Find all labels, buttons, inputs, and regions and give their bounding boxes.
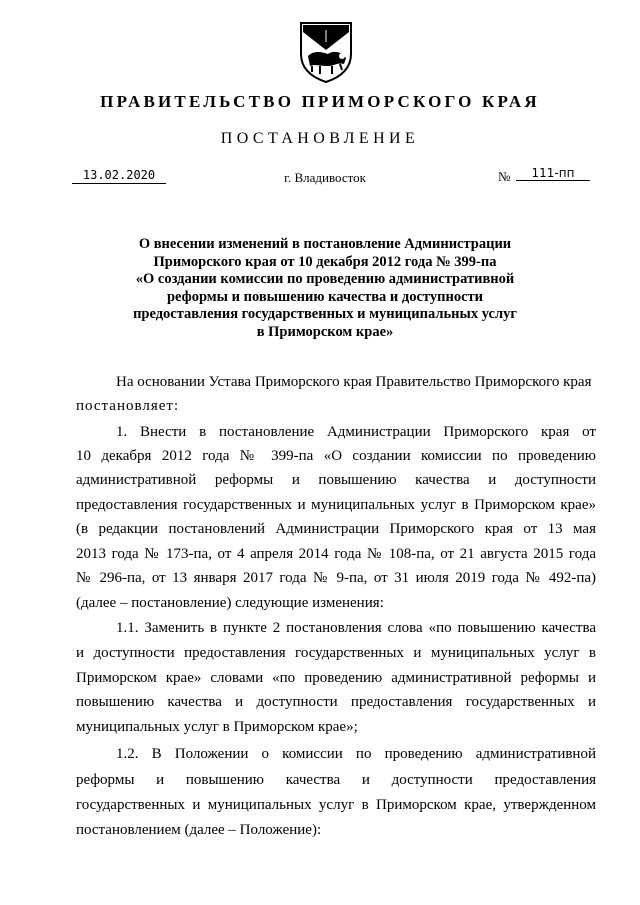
coat-of-arms-emblem bbox=[298, 20, 354, 84]
heading-line: «О создании комиссии по проведению административной bbox=[135, 271, 515, 288]
number-label: № bbox=[498, 169, 511, 184]
heading-line: предоставления государственных и муниципальных услуг bbox=[133, 306, 517, 323]
heading-line: Приморского края от 10 декабря 2012 года № 399-па bbox=[153, 253, 497, 270]
document-number: 111-пп bbox=[516, 166, 590, 181]
body-line: 10 декабря 2012 года № 399-па «О создании комиссии по проведению bbox=[76, 448, 596, 464]
body-line: предоставления государственных и муниципальных услуг в Приморском крае» bbox=[76, 497, 596, 513]
heading-line: реформы и повышению качества и доступности bbox=[166, 288, 483, 305]
body-line: № 296-па, от 13 января 2017 года № 9-па, от 31 июля 2019 года № 492-па) bbox=[76, 570, 596, 586]
body-line: (в редакции постановлений Администрации Приморского края от 13 мая bbox=[76, 521, 596, 537]
body-line: повышению качества и доступности предоставления государственных и bbox=[76, 694, 596, 710]
document-heading bbox=[100, 236, 550, 342]
body-line: муниципальных услуг в Приморском крае»; bbox=[76, 719, 358, 735]
body-line: постановляет: bbox=[76, 398, 180, 414]
heading-line: в Приморском крае» bbox=[256, 323, 394, 340]
body-line: административной реформы и повышению качества и доступности bbox=[76, 472, 596, 488]
body-line: реформы и повышению качества и доступности предоставления bbox=[76, 772, 596, 788]
body-line: 1. Внести в постановление Администрации Приморского края от bbox=[116, 424, 596, 440]
body-line: постановлением (далее – Положение): bbox=[76, 822, 322, 838]
document-date: 13.02.2020 bbox=[72, 168, 166, 184]
body-line: (далее – постановление) следующие изменения: bbox=[76, 595, 384, 611]
government-title: ПРАВИТЕЛЬСТВО ПРИМОРСКОГО КРАЯ bbox=[100, 92, 540, 111]
document-type: ПОСТАНОВЛЕНИЕ bbox=[220, 130, 420, 147]
body-line: 2013 года № 173-па, от 4 апреля 2014 года № 108-па, от 21 августа 2015 года bbox=[76, 546, 596, 562]
body-line: На основании Устава Приморского края Правительство Приморского края bbox=[116, 374, 592, 390]
body-line: 1.1. Заменить в пункте 2 постановления слова «по повышению качества bbox=[116, 620, 596, 636]
body-line: Приморском крае» словами «по проведению административной реформы и bbox=[76, 670, 596, 686]
body-line: государственных и муниципальных услуг в Приморском крае, утвержденном bbox=[76, 797, 596, 813]
body-line: 1.2. В Положении о комиссии по проведению административной bbox=[116, 746, 596, 762]
document-city: г. Владивосток bbox=[284, 170, 366, 185]
body-line: и доступности предоставления государственных и муниципальных услуг в bbox=[76, 645, 596, 661]
heading-line: О внесении изменений в постановление Администрации bbox=[138, 236, 512, 252]
